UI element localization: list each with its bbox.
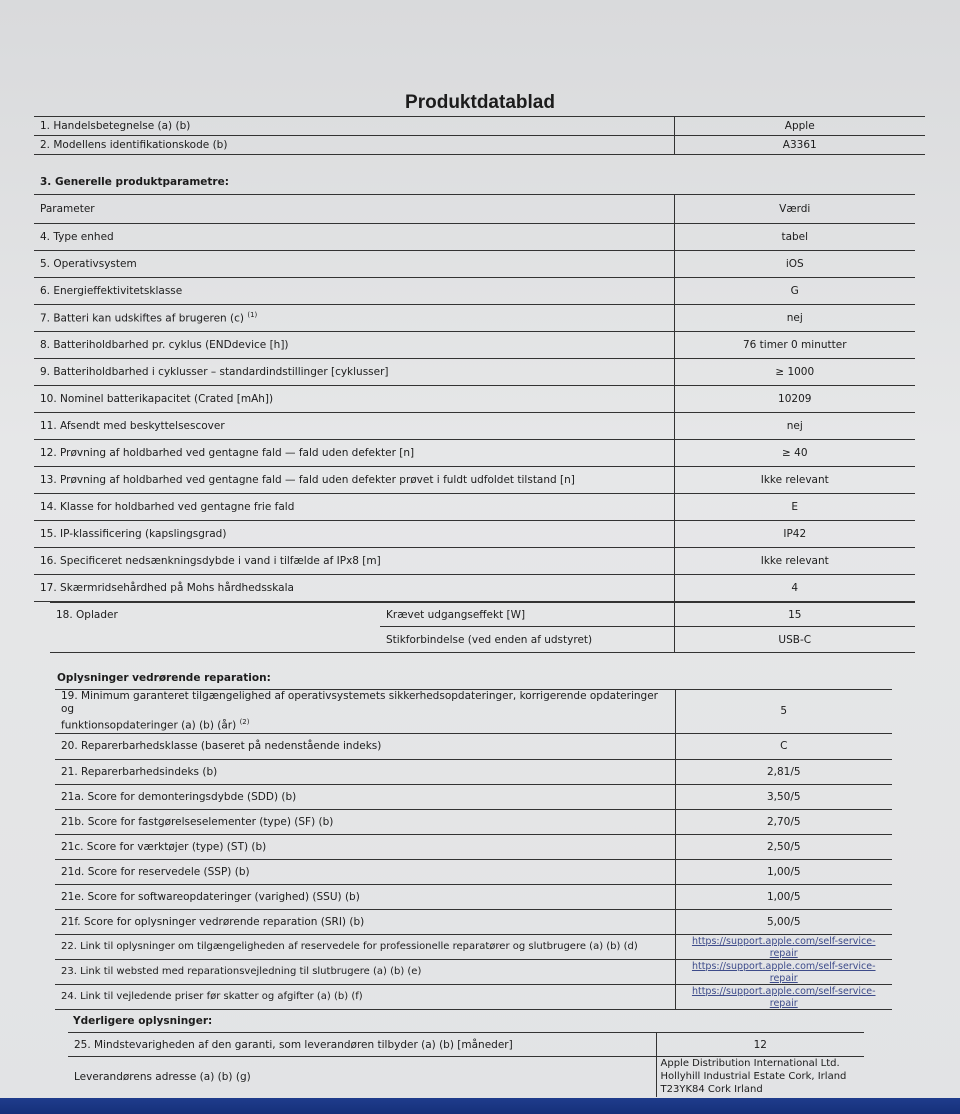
table-row (55, 834, 892, 859)
screen-bottom-edge (0, 1098, 960, 1114)
row-value: 3,50/5 (675, 784, 892, 809)
section-heading-general: 3. Generelle produktparametre: (40, 176, 229, 188)
row-value: 2,81/5 (675, 759, 892, 784)
row-label: 5. Operativsystem (34, 251, 674, 278)
row-value: 2,50/5 (675, 834, 892, 859)
table-row (55, 759, 892, 784)
table-row (68, 1057, 864, 1097)
page-title: Produktdatablad (405, 92, 555, 113)
row-value: 76 timer 0 minutter (674, 332, 915, 359)
row-label: 25. Mindstevarigheden af den garanti, som leverandøren tilbyder (a) (b) [måneder] (68, 1033, 656, 1057)
table-row (34, 305, 915, 332)
row-label (55, 690, 675, 734)
row-label: 21d. Score for reservedele (SSP) (b) (55, 859, 675, 884)
table-row (34, 251, 915, 278)
table-row (34, 117, 925, 136)
row-value: 5 (675, 690, 892, 734)
row-label: 4. Type enhed (34, 224, 674, 251)
footnote-marker: (1) (247, 311, 258, 320)
row-label: 22. Link til oplysninger om tilgængeligheden af reservedele for professionelle reparatører og slutbrugere (a) (b) (d) (55, 934, 675, 959)
repair-guide-link[interactable]: https://support.apple.com/self-service-repair (691, 960, 876, 984)
row-value: Ikke relevant (674, 548, 915, 575)
row-value: 12 (656, 1033, 864, 1057)
row-label: 13. Prøvning af holdbarhed ved gentagne fald — fald uden defekter prøvet i fuldt udfoldet tilstand [n] (34, 467, 674, 494)
row-label: Krævet udgangseffekt [W] (380, 603, 674, 627)
row-label: 21b. Score for fastgørelseselementer (type) (SF) (b) (55, 809, 675, 834)
row-label: 12. Prøvning af holdbarhed ved gentagne fald — fald uden defekter [n] (34, 440, 674, 467)
address-line: Hollyhill Industrial Estate Cork, Irland (660, 1071, 847, 1083)
repair-table (55, 689, 892, 1010)
row-label: 6. Energieffektivitetsklasse (34, 278, 674, 305)
row-label: 21f. Score for oplysninger vedrørende reparation (SRI) (b) (55, 909, 675, 934)
table-row (55, 784, 892, 809)
row-value: E (674, 494, 915, 521)
table-row (34, 575, 915, 602)
table-row (34, 136, 925, 155)
address-line: Apple Distribution International Ltd. (660, 1058, 840, 1070)
row-label: 17. Skærmridsehårdhed på Mohs hårdhedsskala (34, 575, 674, 602)
row-label: 16. Specificeret nedsænkningsdybde i vand i tilfælde af IPx8 [m] (34, 548, 674, 575)
address-line: T23YK84 Cork Irland (660, 1084, 763, 1096)
table-header-row (34, 195, 915, 224)
spare-parts-link[interactable]: https://support.apple.com/self-service-repair (691, 935, 876, 959)
row-value: 5,00/5 (675, 909, 892, 934)
row-value: G (674, 278, 915, 305)
row-value: 1,00/5 (675, 884, 892, 909)
row-value: tabel (674, 224, 915, 251)
row-label: 14. Klasse for holdbarhed ved gentagne frie fald (34, 494, 674, 521)
row-value: 1,00/5 (675, 859, 892, 884)
row-label: 1. Handelsbetegnelse (a) (b) (34, 117, 674, 136)
table-row (55, 733, 892, 759)
row-value: nej (674, 413, 915, 440)
row-value (675, 934, 892, 959)
column-header-parameter: Parameter (34, 195, 674, 224)
row-label-line1: 19. Minimum garanteret tilgængelighed af operativsystemets sikkerhedsopdateringer, korrigerende opdateringer og (61, 690, 658, 715)
table-row (55, 859, 892, 884)
table-row (34, 359, 915, 386)
row-label-text: 7. Batteri kan udskiftes af brugeren (c) (40, 312, 245, 325)
charger-label: 18. Oplader (50, 603, 380, 653)
row-label: 15. IP-klassificering (kapslingsgrad) (34, 521, 674, 548)
row-label: 21c. Score for værktøjer (type) (ST) (b) (55, 834, 675, 859)
general-parameters-table (34, 194, 915, 602)
row-label: 21. Reparerbarhedsindeks (b) (55, 759, 675, 784)
table-row (55, 984, 892, 1009)
row-label: 9. Batteriholdbarhed i cyklusser – standardindstillinger [cyklusser] (34, 359, 674, 386)
footnote-marker: (2) (239, 718, 250, 726)
row-label: 23. Link til websted med reparationsvejledning til slutbrugere (a) (b) (e) (55, 959, 675, 984)
table-row (34, 440, 915, 467)
table-row (68, 1033, 864, 1057)
table-row (55, 934, 892, 959)
row-value: Ikke relevant (674, 467, 915, 494)
section-heading-additional: Yderligere oplysninger: (73, 1015, 213, 1027)
table-row (50, 603, 915, 627)
table-row (34, 224, 915, 251)
row-value (675, 959, 892, 984)
table-row (34, 332, 915, 359)
pricing-link[interactable]: https://support.apple.com/self-service-repair (691, 985, 876, 1009)
table-row (34, 278, 915, 305)
row-value: USB-C (674, 627, 915, 653)
table-row (55, 909, 892, 934)
row-value: 4 (674, 575, 915, 602)
table-row (34, 494, 915, 521)
row-value (675, 984, 892, 1009)
row-label: 11. Afsendt med beskyttelsescover (34, 413, 674, 440)
table-row (34, 548, 915, 575)
supplier-address (656, 1057, 864, 1097)
row-value: ≥ 1000 (674, 359, 915, 386)
row-label (34, 305, 674, 332)
row-value: Apple (674, 117, 925, 136)
table-row (55, 809, 892, 834)
row-label: 20. Reparerbarhedsklasse (baseret på nedenstående indeks) (55, 733, 675, 759)
row-label-line2: funktionsopdateringer (a) (b) (år) (61, 719, 237, 732)
row-label: 10. Nominel batterikapacitet (Crated [mAh]) (34, 386, 674, 413)
charger-table (50, 602, 915, 653)
table-row (34, 521, 915, 548)
row-label: 8. Batteriholdbarhed pr. cyklus (ENDdevice [h]) (34, 332, 674, 359)
section-heading-repair: Oplysninger vedrørende reparation: (57, 672, 271, 684)
table-row (34, 413, 915, 440)
row-value: ≥ 40 (674, 440, 915, 467)
row-value: iOS (674, 251, 915, 278)
row-label: 21e. Score for softwareopdateringer (varighed) (SSU) (b) (55, 884, 675, 909)
row-value: A3361 (674, 136, 925, 155)
table-row (34, 467, 915, 494)
row-label: 21a. Score for demonteringsdybde (SDD) (b) (55, 784, 675, 809)
row-value: 2,70/5 (675, 809, 892, 834)
row-label: Stikforbindelse (ved enden af udstyret) (380, 627, 674, 653)
additional-info-table (68, 1032, 864, 1097)
row-label: 24. Link til vejledende priser før skatter og afgifter (a) (b) (f) (55, 984, 675, 1009)
row-value: 10209 (674, 386, 915, 413)
column-header-value: Værdi (674, 195, 915, 224)
table-row (55, 690, 892, 734)
row-label: 2. Modellens identifikationskode (b) (34, 136, 674, 155)
table-row (55, 959, 892, 984)
table-row (55, 884, 892, 909)
table-row (34, 386, 915, 413)
row-value: C (675, 733, 892, 759)
row-value: IP42 (674, 521, 915, 548)
row-value: 15 (674, 603, 915, 627)
row-value: nej (674, 305, 915, 332)
identity-table (34, 116, 925, 155)
row-label: Leverandørens adresse (a) (b) (g) (74, 1070, 251, 1083)
